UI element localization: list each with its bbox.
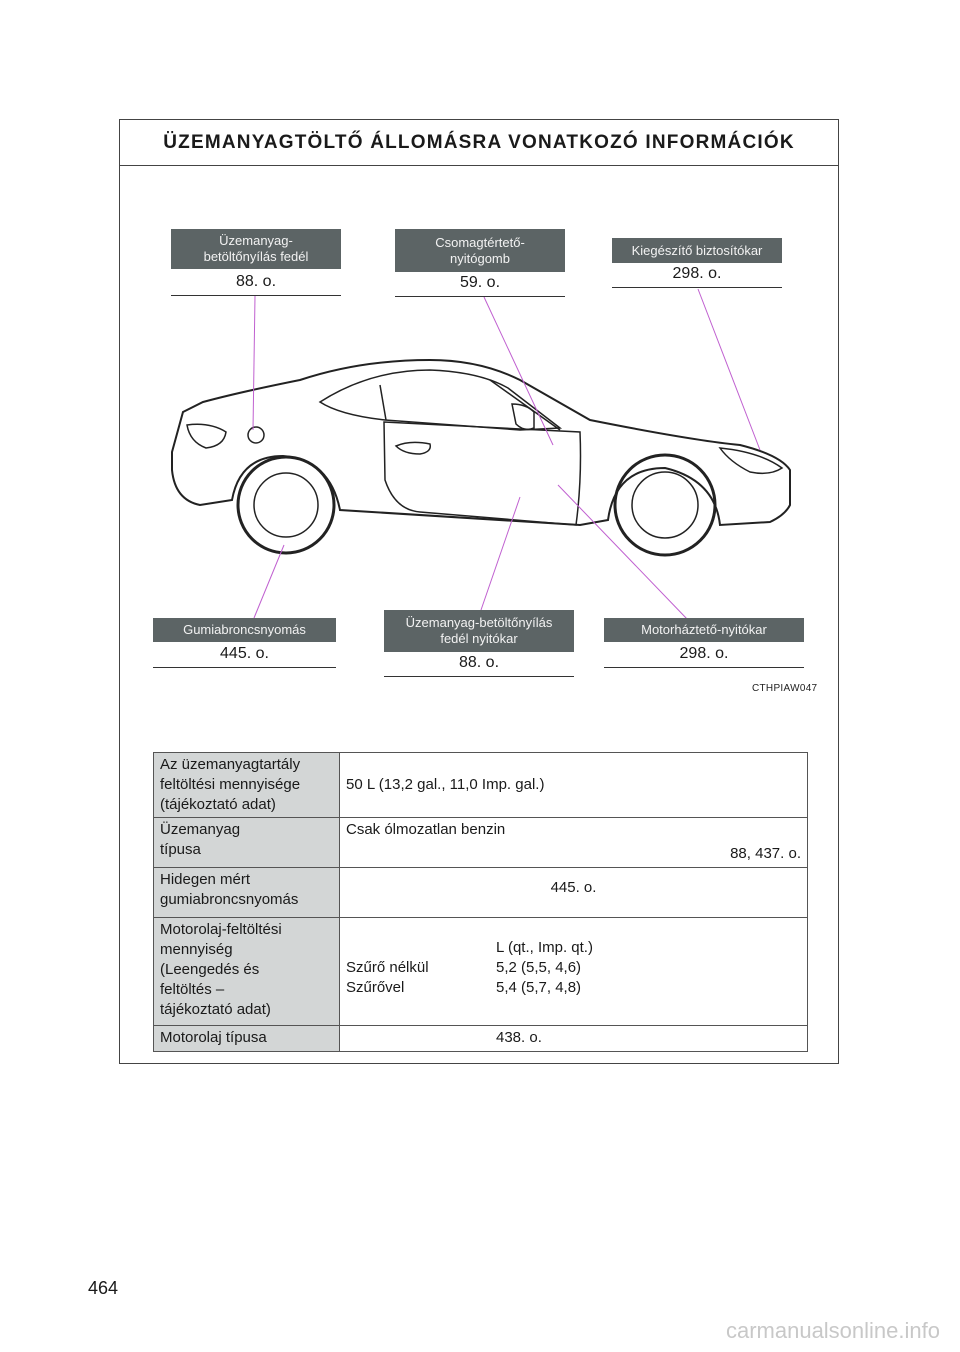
fuel-info-table [153, 752, 808, 1052]
page-number: 464 [88, 1278, 119, 1298]
fuel-capacity-value: 50 L (13,2 gal., 11,0 Imp. gal.) [340, 753, 808, 818]
oil-type-value: 438. o. [340, 1026, 808, 1052]
label-aux-latch: Kiegészítő biztosítókar [612, 238, 782, 263]
oil-type-label: Motorolaj típusa [154, 1026, 340, 1052]
table-row [154, 1026, 808, 1052]
label-fuel-door-opener: Üzemanyag-betöltőnyílás fedél nyitókar [384, 610, 574, 652]
label-fuel-door: Üzemanyag- betöltőnyílás fedél [171, 229, 341, 269]
label-hood-release: Motorháztető-nyitókar [604, 618, 804, 642]
fuel-type-value: Csak ólmozatlan benzin 88, 437. o. [340, 818, 808, 868]
label-trunk-opener: Csomagtértető- nyitógomb [395, 229, 565, 272]
oil-unit: L (qt., Imp. qt.) [496, 939, 593, 956]
page-ref-hood-release: 298. o. [604, 644, 804, 668]
label-tire-pressure: Gumiabroncsnyomás [153, 618, 336, 642]
page-title: ÜZEMANYAGTÖLTŐ ÁLLOMÁSRA VONATKOZÓ INFORMÁCIÓK [120, 120, 838, 166]
page-ref-fuel-door-opener: 88. o. [384, 653, 574, 677]
table-row [154, 918, 808, 1026]
page-ref-tire-pressure: 445. o. [153, 644, 336, 668]
page-ref-trunk-opener: 59. o. [395, 273, 565, 297]
figure-code: CTHPIAW047 [752, 683, 818, 694]
page-ref-aux-latch: 298. o. [612, 264, 782, 288]
oil-with-filter-value: 5,4 (5,7, 4,8) [496, 979, 582, 996]
page-ref-fuel-door: 88. o. [171, 272, 341, 296]
oil-without-filter-value: 5,2 (5,5, 4,6) [496, 959, 582, 976]
fuel-capacity-label: Az üzemanyagtartály feltöltési mennyisége (tájékoztató adat) [154, 753, 340, 818]
fuel-type-page-ref: 88, 437. o. [730, 845, 801, 862]
table-row [154, 868, 808, 918]
table-row [154, 818, 808, 868]
tire-pressure-value: 445. o. [340, 868, 808, 918]
tire-pressure-label: Hidegen mért gumiabroncsnyomás [154, 868, 340, 918]
oil-without-filter-label: Szűrő nélkül [346, 959, 429, 976]
oil-capacity-value [340, 918, 808, 1026]
table-row [154, 753, 808, 818]
watermark: carmanualsonline.info [725, 1318, 940, 1343]
fuel-type-label: Üzemanyag típusa [154, 818, 340, 868]
oil-capacity-label: Motorolaj-feltöltési mennyiség (Leengedés és feltöltés – tájékoztató adat) [154, 918, 340, 1026]
oil-with-filter-label: Szűrővel [346, 979, 405, 996]
